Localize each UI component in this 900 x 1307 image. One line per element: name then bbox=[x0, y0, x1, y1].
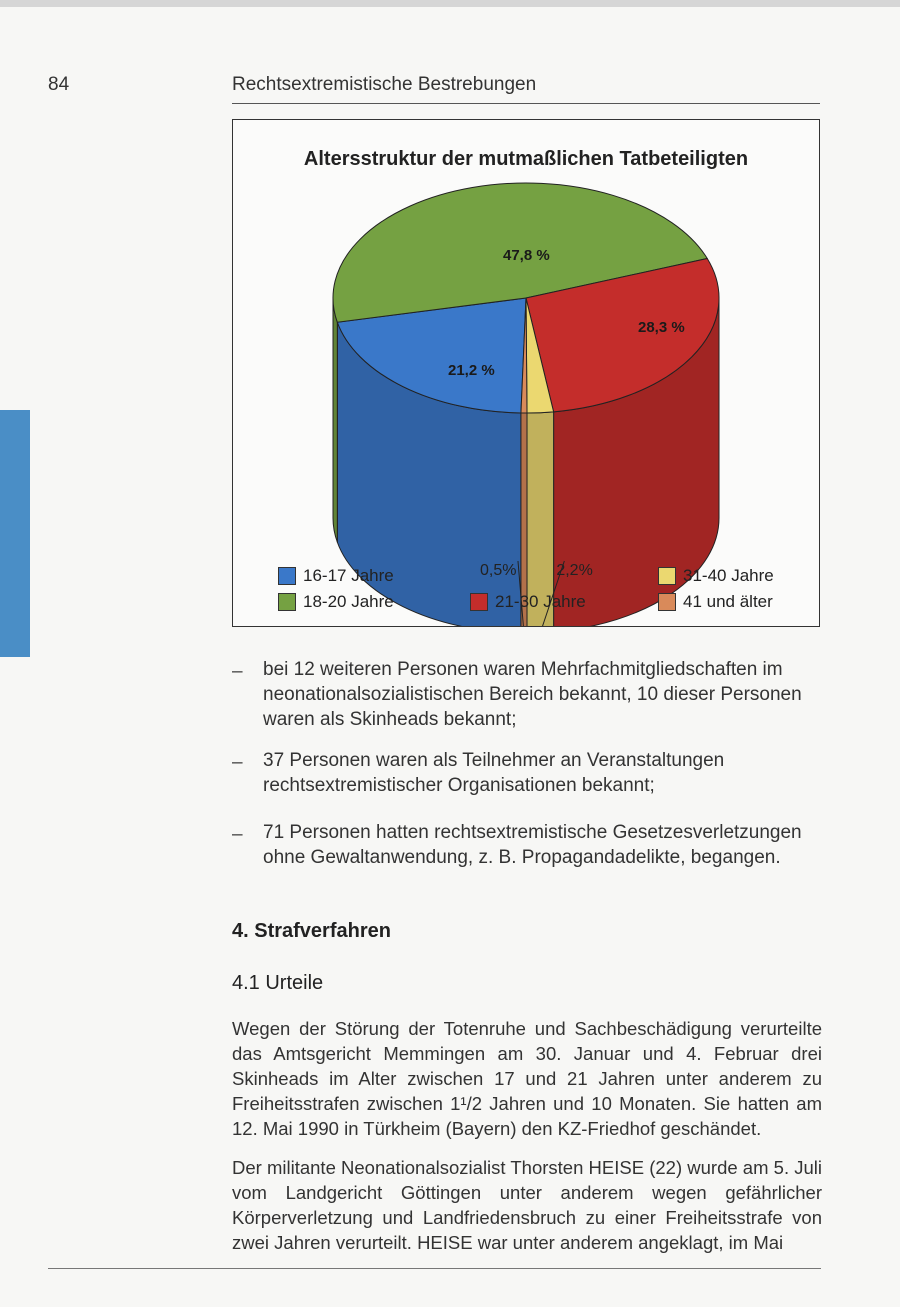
pie-data-label-3: 2,2% bbox=[556, 562, 593, 579]
legend-swatch bbox=[658, 567, 676, 585]
pie-data-label-0: 21,2 % bbox=[448, 362, 495, 379]
bullet-item: 71 Personen hatten rechtsextremistische Gesetzesverletzungen ohne Gewaltanwendung, z. B. Propagandadelikte, begangen. bbox=[263, 822, 802, 868]
bullet-item: 37 Personen waren als Teilnehmer an Veranstaltungen rechtsextremistischer Organisationen bekannt; bbox=[263, 750, 725, 796]
bullet-dash: – bbox=[232, 752, 243, 773]
chart-title: Altersstruktur der mutmaßlichen Tatbeteiligten bbox=[303, 148, 749, 170]
legend-label: 16-17 Jahre bbox=[303, 566, 394, 585]
legend-swatch bbox=[278, 593, 296, 611]
bullet-dash: – bbox=[232, 824, 243, 845]
bullet-item: bei 12 weiteren Personen waren Mehrfachmitgliedschaften im neonationalsozialistischen Bereich bekannt, 10 dieser Personen waren als Skinheads bekannt; bbox=[263, 659, 802, 730]
pie-chart bbox=[233, 120, 819, 626]
pie-data-label-1: 47,8 % bbox=[503, 247, 550, 264]
top-scan-edge bbox=[0, 0, 900, 7]
pie-data-label-2: 28,3 % bbox=[638, 319, 685, 336]
footer-rule bbox=[48, 1268, 821, 1269]
chapter-thumb-tab bbox=[0, 410, 30, 657]
legend-swatch bbox=[658, 593, 676, 611]
legend-item-41-plus bbox=[658, 592, 773, 612]
page-number: 84 bbox=[48, 74, 70, 95]
header-rule bbox=[232, 103, 820, 104]
running-title: Rechtsextremistische Bestrebungen bbox=[232, 74, 537, 95]
legend-item-31-40 bbox=[658, 566, 774, 586]
bullet-dash: – bbox=[232, 661, 243, 682]
legend-item-16-17 bbox=[278, 566, 394, 586]
pie-top bbox=[333, 183, 719, 413]
chart-figure bbox=[232, 119, 820, 627]
legend-label: 21-30 Jahre bbox=[495, 592, 586, 611]
pie-side-1 bbox=[333, 298, 337, 542]
body-paragraph: Der militante Neonationalsozialist Thorsten HEISE (22) wurde am 5. Juli vom Landgericht Göttingen unter anderem wegen gefährlicher Körperverletzung und Landfriedensbruch zu einer Freiheitsstrafe von zwei Jahren verurteilt. HEISE war unter anderem angeklagt, im Mai bbox=[232, 1157, 822, 1253]
legend-swatch bbox=[278, 567, 296, 585]
legend-item-21-30 bbox=[470, 592, 586, 612]
legend-label: 18-20 Jahre bbox=[303, 592, 394, 611]
section-title: 4. Strafverfahren bbox=[232, 920, 391, 942]
legend-item-18-20 bbox=[278, 592, 394, 612]
pie-data-label-4: 0,5% bbox=[479, 562, 517, 579]
legend-swatch bbox=[470, 593, 488, 611]
subsection-title: 4.1 Urteile bbox=[232, 972, 324, 994]
legend-label: 31-40 Jahre bbox=[683, 566, 774, 585]
legend-label: 41 und älter bbox=[683, 592, 773, 611]
body-paragraph: Wegen der Störung der Totenruhe und Sachbeschädigung verurteilte das Amtsgericht Memmingen am 30. Januar und 4. Februar drei Skinheads im Alter zwischen 17 und 21 Jahren unter anderem zu Freiheitsstrafen zwischen 1¹/2 Jahren und 10 Monaten. Sie hatten am 12. Mai 1990 in Türkheim (Bayern) den KZ-Friedhof geschändet. bbox=[232, 1018, 822, 1139]
